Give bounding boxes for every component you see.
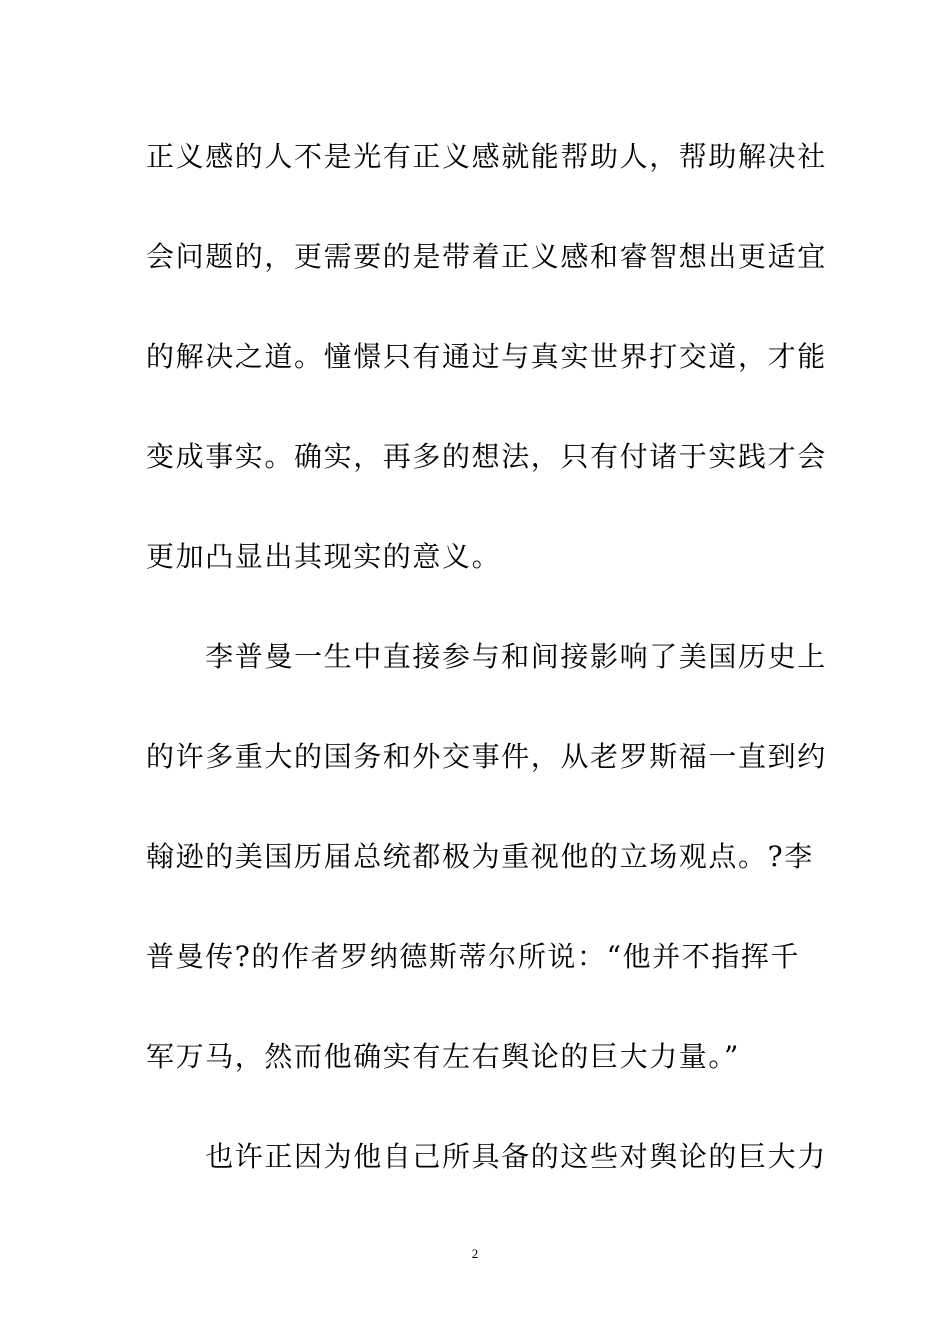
text-line: 会问题的，更需要的是带着正义感和睿智想出更适宜: [146, 240, 827, 273]
text-line: 正义感的人不是光有正义感就能帮助人，帮助解决社: [146, 140, 827, 173]
text-line: 普曼传?的作者罗纳德斯蒂尔所说：“他并不指挥千: [146, 940, 801, 973]
text-line: 李普曼一生中直接参与和间接影响了美国历史上: [146, 640, 827, 673]
text-line: 更加凸显出其现实的意义。: [146, 540, 502, 573]
text-line: 变成事实。确实，再多的想法，只有付诸于实践才会: [146, 440, 827, 473]
text-line: 也许正因为他自己所具备的这些对舆论的巨大力: [146, 1140, 827, 1173]
body-text: [146, 124, 827, 1190]
text-line: 军万马，然而他确实有左右舆论的巨大力量。”: [146, 1040, 740, 1073]
text-line: 的许多重大的国务和外交事件，从老罗斯福一直到约: [146, 740, 827, 773]
page-number: 2: [471, 1246, 479, 1261]
text-line: 的解决之道。憧憬只有通过与真实世界打交道，才能: [146, 340, 827, 373]
text-line: 翰逊的美国历届总统都极为重视他的立场观点。?李: [146, 840, 814, 873]
